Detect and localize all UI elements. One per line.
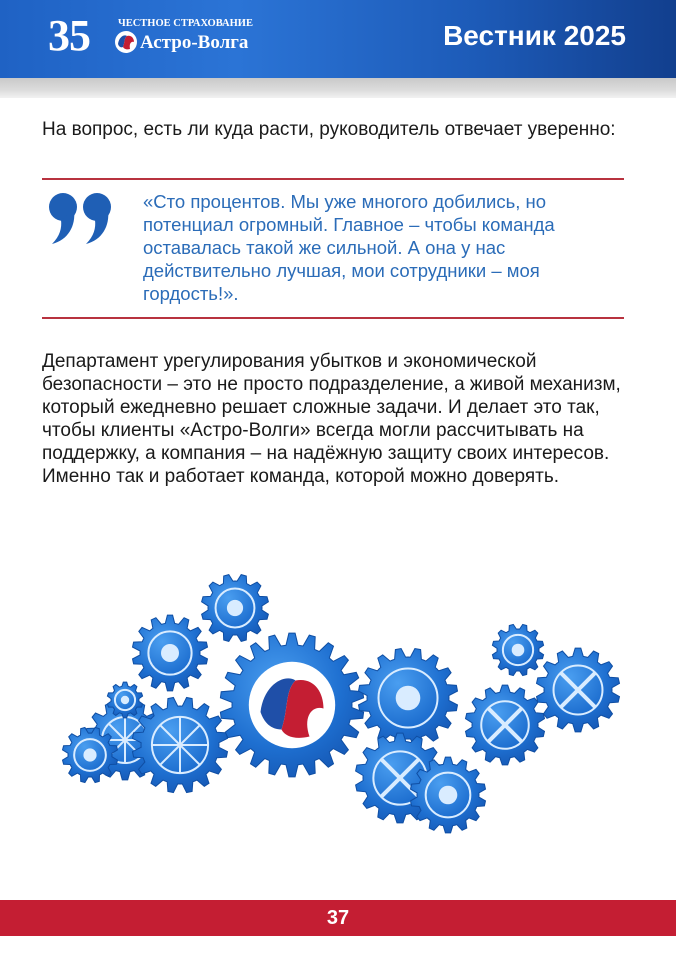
gear-10 bbox=[492, 624, 543, 675]
gear-5 bbox=[133, 698, 228, 793]
quote-text: «Сто процентов. Мы уже многого добились, но потенциал огромный. Главное – чтобы команда оставалась такой же сильной. А она у нас действительно лучшая, мои сотрудники – моя гордость!». bbox=[143, 191, 555, 304]
quote-bottom-divider bbox=[42, 317, 624, 319]
page-header bbox=[0, 0, 676, 78]
gear-11 bbox=[466, 685, 545, 765]
gear-6 bbox=[220, 633, 363, 777]
logo-tagline: ЧЕСТНОЕ СТРАХОВАНИЕ bbox=[118, 18, 253, 29]
logo-company-name: Астро-Волга bbox=[140, 32, 249, 53]
gear-4 bbox=[202, 575, 269, 642]
page-number: 37 bbox=[326, 906, 350, 929]
intro-paragraph: На вопрос, есть ли куда расти, руководитель отвечает уверенно: bbox=[42, 119, 616, 140]
header-shadow-band bbox=[0, 78, 676, 98]
newsletter-title: Вестник 2025 bbox=[443, 20, 626, 51]
gears-illustration bbox=[30, 560, 640, 840]
gear-12 bbox=[537, 648, 620, 732]
gear-7 bbox=[359, 649, 458, 748]
logo-anniversary-number: 35 bbox=[48, 11, 90, 60]
page-footer bbox=[0, 900, 676, 936]
gear-13 bbox=[63, 728, 118, 783]
body-paragraph: Департамент урегулирования убытков и экономической безопасности – это не просто подразделение, а живой механизм, который ежедневно решает сложные задачи. И делает это так, чтобы клиенты «Астро-Волги» всегда могли рассчитывать на поддержку, а компания – на надёжную защиту своих интересов. Именно так и работает команда, которой можно доверять. bbox=[42, 351, 621, 487]
gear-3 bbox=[133, 615, 208, 691]
logo-emblem-icon bbox=[114, 30, 138, 54]
quote-top-divider bbox=[42, 178, 624, 180]
quote-mark-icon bbox=[46, 190, 116, 246]
